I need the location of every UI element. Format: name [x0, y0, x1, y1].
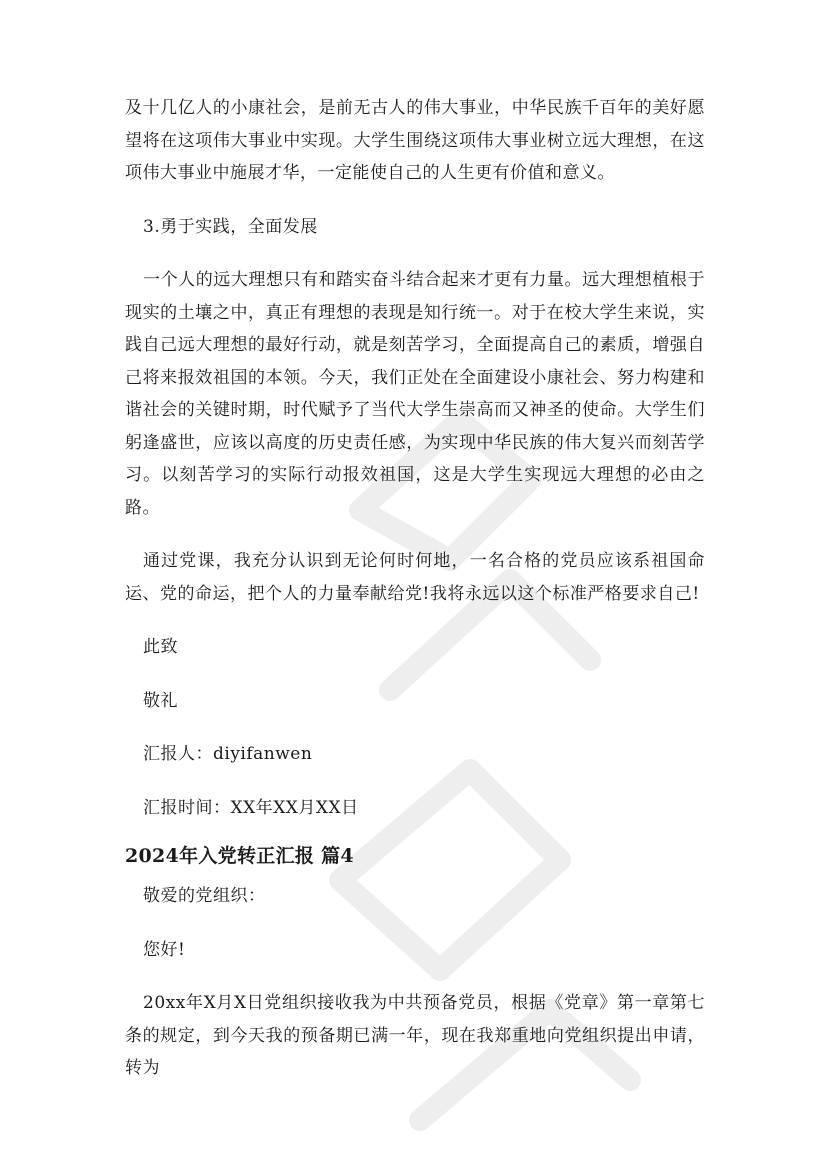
subheading-practice: 3.勇于实践，全面发展 [143, 216, 318, 237]
reporter-line: 汇报人：diyifanwen [143, 744, 313, 764]
closing-salute: 敬礼 [143, 690, 178, 711]
paragraph-practice: 一个人的远大理想只有和踏实奋斗结合起来才更有力量。远大理想植根于现实的土壤之中，真正有理想的表现是知行统一。对于在校大学生来说，实践自己远大理想的最好行动，就是刻苦学习，全面提高自己的素质，增强自己将来报效祖国的本领。今天，我们正处在全面建设小康社会、努力构建和谐社会的关键时期，时代赋予了当代大学生崇高而又神圣的使命。大学生们躬逢盛世，应该以高度的历史责任感，为实现中华民族的伟大复兴而刻苦学习。以刻苦学习的实际行动报效祖国，这是大学生实现远大理想的必由之路。 [125, 270, 705, 518]
salutation-line: 敬爱的党组织： [143, 886, 266, 906]
closing-regards: 此致 [143, 637, 178, 657]
paragraph-probation: 20xx年X月X日党组织接收我为中共预备党员，根据《党章》第一章第七条的规定，到今天我的预备期已满一年，现在我郑重地向党组织提出申请，转为 [125, 993, 705, 1078]
section-title: 2024年入党转正汇报 篇4 [125, 845, 354, 867]
greeting-line: 您好! [143, 939, 186, 960]
paragraph-ideal-society: 及十几亿人的小康社会，是前无古人的伟大事业，中华民族千百年的美好愿望将在这项伟大事业中实现。大学生围绕这项伟大事业树立远大理想，在这项伟大事业中施展才华，一定能使自己的人生更有价值和意义。 [125, 98, 705, 183]
document-body [125, 92, 705, 1085]
paragraph-party-class: 通过党课，我充分认识到无论何时何地，一名合格的党员应该系祖国命运、党的命运，把个人的力量奉献给党!我将永远以这个标准严格要求自己! [125, 551, 705, 604]
report-time-line: 汇报时间：XX年XX月XX日 [143, 797, 359, 818]
